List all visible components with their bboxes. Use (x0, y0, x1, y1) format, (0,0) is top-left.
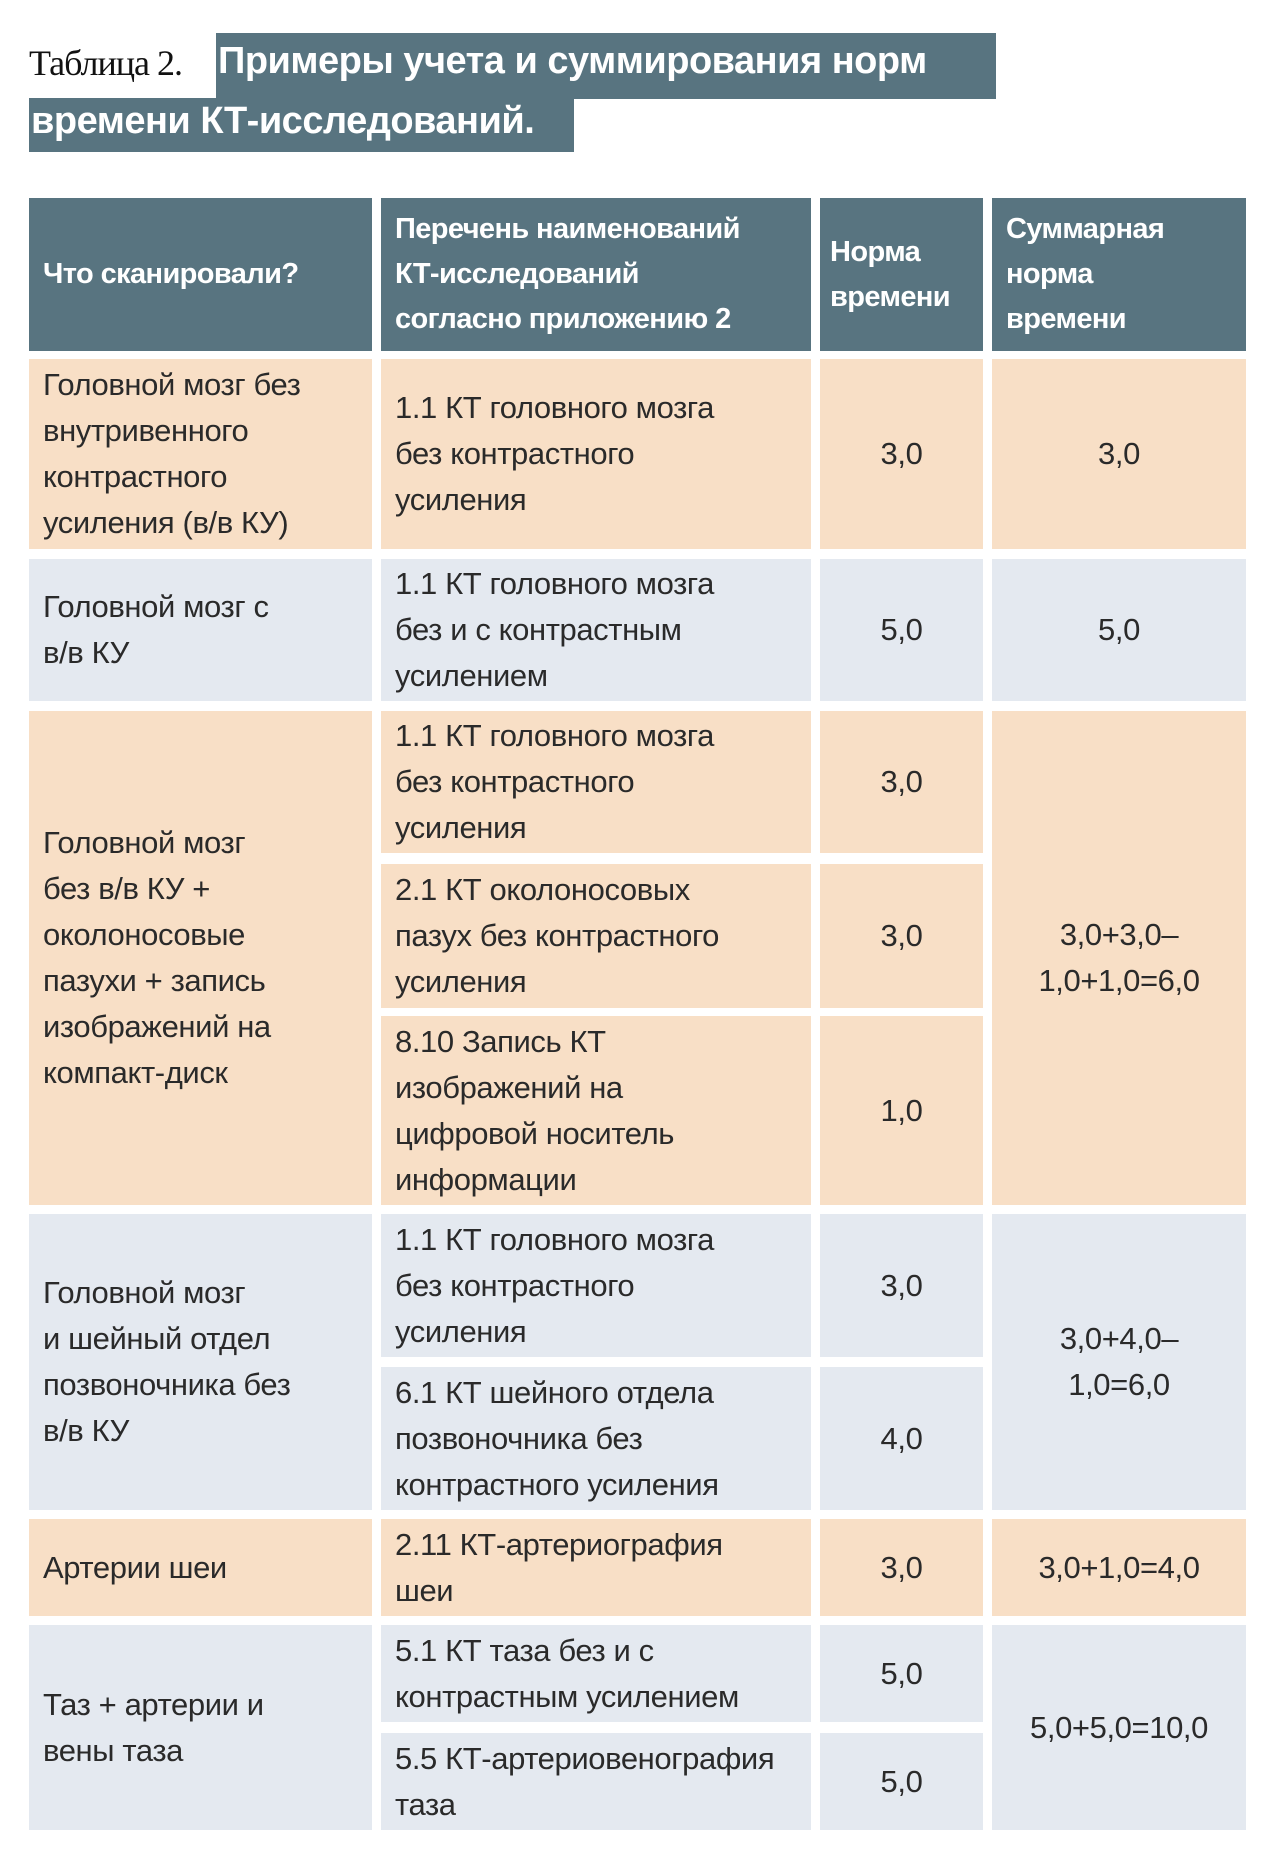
header-time-norm: Норма времени (820, 198, 983, 351)
table-row-study: 2.11 КТ-артериография шеи (381, 1519, 811, 1616)
table-title-line2: времени КТ-исследований. (31, 100, 535, 142)
table-row-study: 2.1 КТ околоносовых пазух без контрастного усиления (381, 864, 811, 1008)
table-row-total: 3,0+3,0– 1,0+1,0=6,0 (992, 711, 1246, 1205)
table-row-total: 3,0+1,0=4,0 (992, 1519, 1246, 1616)
header-study-list: Перечень наименований КТ-исследований согласно приложению 2 (381, 198, 811, 351)
table-row-study: 5.5 КТ-артериовенография таза (381, 1733, 811, 1830)
table-row-study: 1.1 КТ головного мозга без контрастного усиления (381, 711, 811, 853)
table-number: Таблица 2. (29, 43, 182, 83)
table-row-norm: 3,0 (820, 864, 983, 1008)
table-row-total: 3,0+4,0– 1,0=6,0 (992, 1214, 1246, 1510)
table-row-norm: 4,0 (820, 1367, 983, 1510)
header-total-norm: Суммарная норма времени (992, 198, 1246, 351)
table-row-norm: 3,0 (820, 359, 983, 549)
table-row-norm: 5,0 (820, 1625, 983, 1722)
table-row-scan: Артерии шеи (29, 1519, 372, 1616)
table-title-line1: Примеры учета и суммирования норм (218, 40, 927, 82)
table-row-scan: Головной мозг без внутривенного контрастного усиления (в/в КУ) (29, 359, 372, 549)
table-row-scan: Головной мозг и шейный отдел позвоночника без в/в КУ (29, 1214, 372, 1510)
table-row-scan: Головной мозг с в/в КУ (29, 559, 372, 701)
table-row-study: 1.1 КТ головного мозга без и с контрастным усилением (381, 559, 811, 701)
table-row-norm: 3,0 (820, 711, 983, 853)
table-row-total: 5,0 (992, 559, 1246, 701)
table-row-study: 8.10 Запись КТ изображений на цифровой носитель информации (381, 1016, 811, 1205)
table-row-scan: Головной мозг без в/в КУ + околоносовые пазухи + запись изображений на компакт-диск (29, 711, 372, 1205)
table-row-norm: 1,0 (820, 1016, 983, 1205)
table-row-study: 1.1 КТ головного мозга без контрастного усиления (381, 1214, 811, 1357)
table-row-study: 1.1 КТ головного мозга без контрастного усиления (381, 359, 811, 549)
table-row-total: 3,0 (992, 359, 1246, 549)
table-row-norm: 3,0 (820, 1519, 983, 1616)
table-row-norm: 3,0 (820, 1214, 983, 1357)
table-row-norm: 5,0 (820, 559, 983, 701)
table-row-study: 6.1 КТ шейного отдела позвоночника без контрастного усиления (381, 1367, 811, 1510)
table-row-scan: Таз + артерии и вены таза (29, 1625, 372, 1830)
table-row-norm: 5,0 (820, 1733, 983, 1830)
table-row-study: 5.1 КТ таза без и с контрастным усилением (381, 1625, 811, 1722)
table-row-total: 5,0+5,0=10,0 (992, 1625, 1246, 1830)
header-scanned: Что сканировали? (29, 198, 372, 351)
